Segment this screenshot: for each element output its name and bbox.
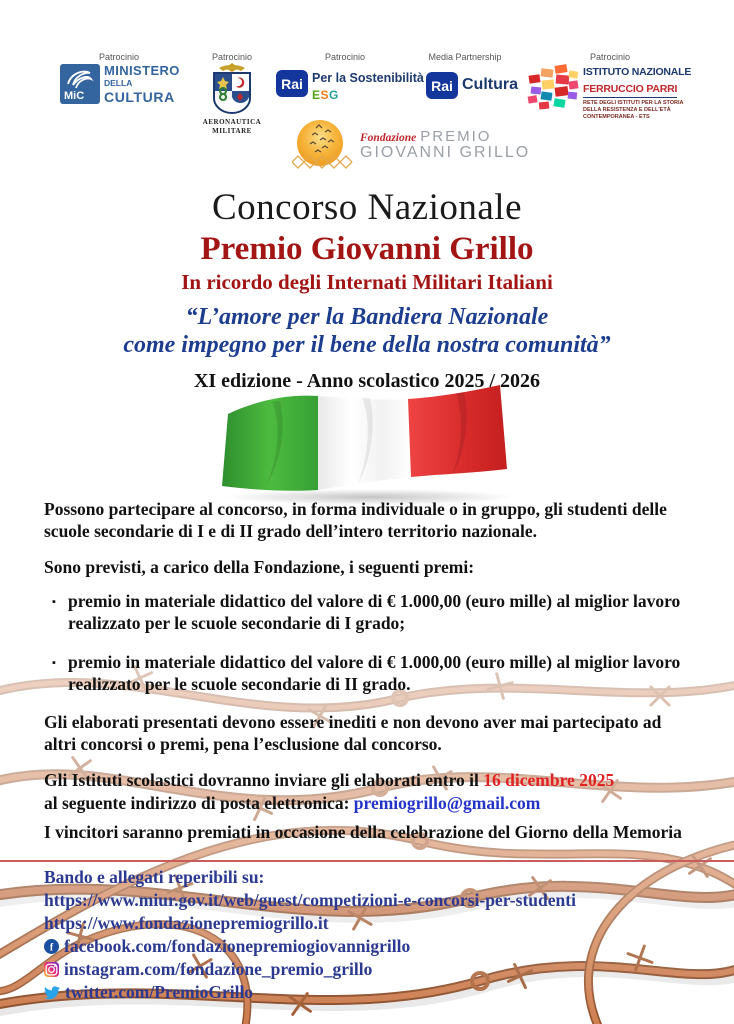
- fondazione-line3: GIOVANNI GRILLO: [360, 144, 531, 161]
- subtitle-memorial: In ricordo degli Internati Militari Italiani: [181, 270, 553, 294]
- parri-subline: [583, 100, 701, 121]
- paragraph-prizes-intro: Sono previsti, a carico della Fondazione, i seguenti premi:: [44, 557, 475, 577]
- aeronautica-caption-1: AERONAUTICA: [202, 118, 262, 126]
- facebook-icon: [44, 939, 59, 954]
- fondazione-site-link[interactable]: https://www.fondazionepremiogrillo.it: [44, 913, 329, 933]
- mic-line1: MINISTERO: [104, 63, 180, 78]
- fondazione-line2: PREMIO: [420, 128, 492, 145]
- rai-cultura-logo-icon: Rai: [426, 72, 458, 99]
- twitter-icon: [44, 986, 60, 1000]
- facebook-link[interactable]: facebook.com/fondazionepremiogiovannigrillo: [64, 936, 411, 956]
- fondazione-line1: Fondazione: [360, 132, 417, 144]
- bullet-prize-grade2: ▪ premio in materiale didattico del valore di € 1.000,00 (euro mille) al miglior lavoro realizzato per le scuole secondarie di II grado.: [52, 651, 708, 695]
- deadline-text: Gli Istituti scolastici dovranno inviare gli elaborati entro il: [44, 770, 484, 790]
- logo-ministero-cultura: [60, 64, 180, 104]
- italian-flag-image: [212, 374, 522, 511]
- svg-text:MiC: MiC: [64, 90, 85, 102]
- theme-quote-line2: come impegno per il bene della nostra comunità”: [123, 332, 611, 359]
- twitter-link[interactable]: twitter.com/PremioGrillo: [65, 982, 254, 1002]
- mic-logo-icon: [60, 64, 100, 104]
- fondazione-wordmark: [360, 129, 530, 161]
- rai-esg-line1: Per la Sostenibilità: [312, 71, 424, 85]
- instagram-row: [44, 958, 704, 981]
- aeronautica-caption: [203, 118, 261, 136]
- mic-line2: DELLA: [104, 78, 133, 88]
- theme-quote-line1: “L’amore per la Bandiera Nazionale: [185, 304, 549, 330]
- facebook-row: [44, 935, 704, 958]
- email-intro-text: al seguente indirizzo di posta elettronica:: [44, 793, 354, 813]
- patrocinio-label-parri: Patrocinio: [589, 52, 631, 62]
- rai-esg-letters: [312, 88, 339, 102]
- edition-line: XI edizione - Anno scolastico 2025 / 2026: [193, 369, 541, 392]
- footer-links: [44, 866, 704, 1004]
- esg-e: E: [312, 87, 321, 102]
- paragraph-participation: Possono partecipare al concorso, in forma individuale o in gruppo, gli studenti delle scuole secondarie di I e di II grado dell’intero territorio nazionale.: [44, 499, 667, 541]
- paragraph-award-ceremony: I vincitori saranno premiati in occasione della celebrazione del Giorno della Memoria: [44, 822, 682, 842]
- rai-cultura-wordmark: Cultura: [462, 76, 518, 93]
- contest-title: Concorso Nazionale: [211, 187, 523, 228]
- rai-esg-wordmark: [312, 70, 424, 104]
- logo-rai-cultura: [426, 72, 518, 99]
- paragraph-deadline: [44, 769, 696, 815]
- footer-intro: Bando e allegati reperibili su:: [44, 867, 265, 887]
- patrocinio-label-rai-esg: Patrocinio: [324, 52, 366, 62]
- miur-link[interactable]: https://www.miur.gov.it/web/guest/competizioni-e-concorsi-per-studenti: [44, 890, 576, 910]
- paragraph-originality: Gli elaborati presentati devono essere inediti e non devono aver mai partecipato ad altri concorsi o premi, pena l’esclusione dal concorso.: [44, 712, 662, 754]
- parri-subline-1: RETE DEGLI ISTITUTI PER LA STORIA: [583, 99, 684, 106]
- submission-email-link[interactable]: premiogrillo@gmail.com: [353, 793, 541, 813]
- patrocinio-label-aeronautica: Patrocinio: [211, 52, 253, 62]
- deadline-date: 16 dicembre 2025: [483, 770, 615, 790]
- patrocinio-label-mic: Patrocinio: [98, 52, 140, 62]
- parri-mosaic-icon: [527, 63, 579, 111]
- parri-subline-2: DELLA RESISTENZA E DELL'ETÀ: [583, 106, 671, 113]
- title-block: [0, 186, 734, 393]
- twitter-row: [44, 981, 704, 1004]
- bullet-prize-grade1: ▪ premio in materiale didattico del valore di € 1.000,00 (euro mille) al miglior lavoro realizzato per le scuole secondarie di I grado;: [52, 590, 708, 634]
- prize-title: Premio Giovanni Grillo: [200, 231, 534, 267]
- logo-aeronautica-militare: [204, 62, 260, 136]
- parri-line1: ISTITUTO NAZIONALE: [583, 66, 692, 78]
- aeronautica-crest-icon: [207, 62, 257, 116]
- media-partnership-label: Media Partnership: [428, 52, 502, 62]
- logo-fondazione-premio-grillo: [292, 118, 530, 172]
- mic-wordmark: [104, 64, 180, 104]
- svg-text:f: f: [49, 942, 54, 954]
- mic-line3: CULTURA: [104, 88, 175, 105]
- esg-g: G: [329, 87, 339, 102]
- aeronautica-caption-2: MILITARE: [212, 126, 252, 135]
- instagram-icon: [44, 962, 59, 977]
- rai-logo-icon: Rai: [276, 70, 308, 97]
- logo-rai-sostenibilita: [276, 70, 424, 104]
- parri-wordmark: [583, 63, 701, 121]
- instagram-link[interactable]: instagram.com/fondazione_premio_grillo: [64, 959, 373, 979]
- theme-quote: [0, 303, 734, 360]
- parri-subline-3: CONTEMPORANEA - ETS: [583, 114, 650, 121]
- parri-line2: FERRUCCIO PARRI: [583, 84, 677, 98]
- fondazione-sun-icon: [292, 118, 354, 172]
- footer-separator-line: [0, 860, 734, 862]
- esg-s: S: [320, 87, 330, 102]
- logo-istituto-parri: [527, 63, 701, 121]
